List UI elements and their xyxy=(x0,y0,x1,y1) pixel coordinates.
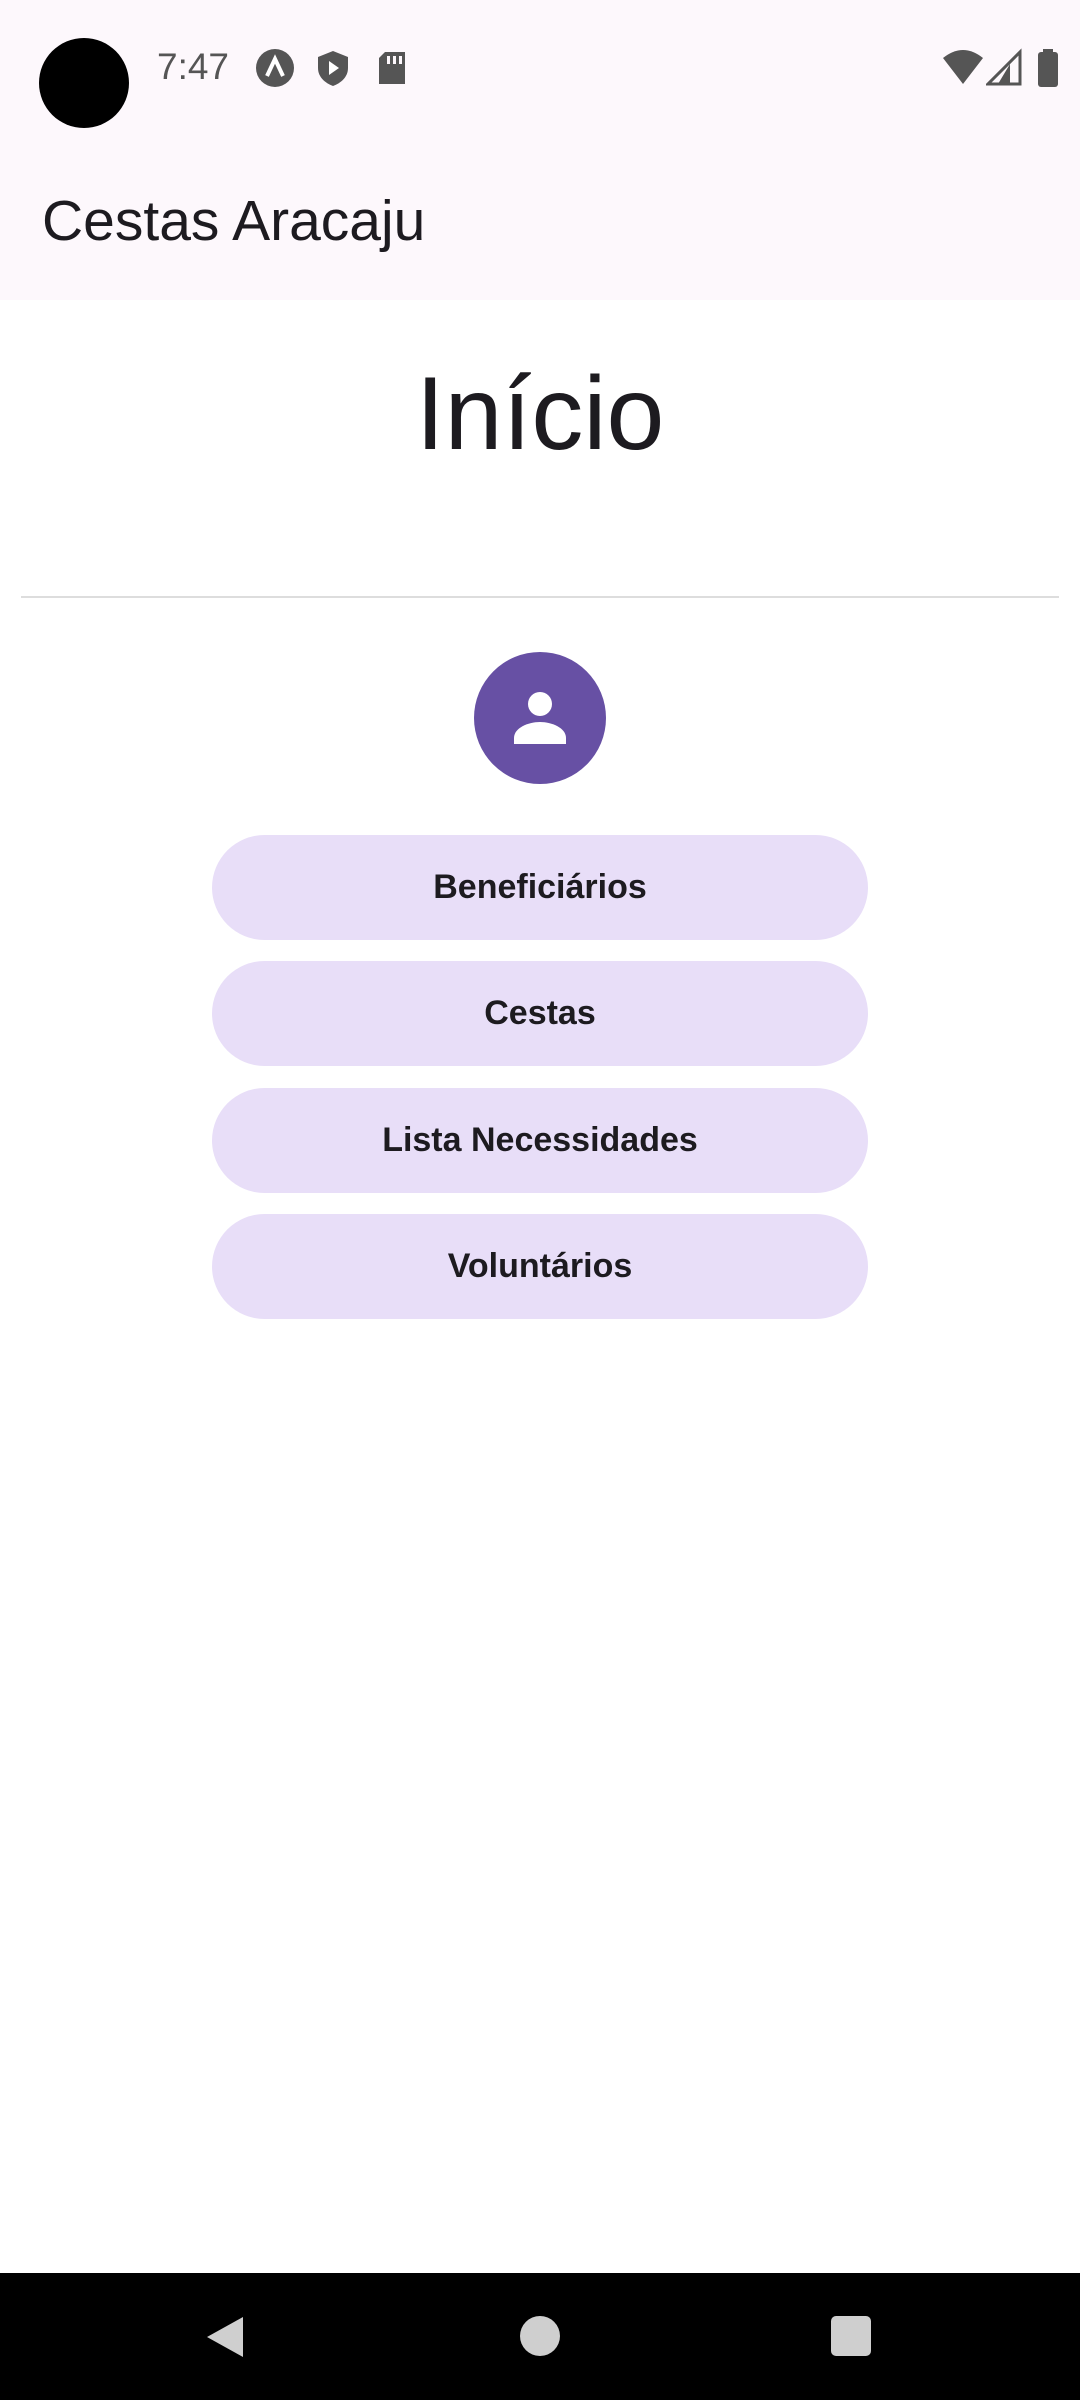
divider xyxy=(21,596,1059,598)
recents-icon[interactable] xyxy=(831,2316,871,2356)
navigation-bar xyxy=(0,2273,1080,2400)
cestas-button[interactable]: Cestas xyxy=(212,961,868,1066)
home-icon[interactable] xyxy=(520,2316,560,2356)
signal-icon xyxy=(986,48,1022,88)
app-title: Cestas Aracaju xyxy=(42,189,426,253)
back-icon[interactable] xyxy=(205,2315,245,2359)
app-bar xyxy=(0,140,1080,300)
shield-play-icon xyxy=(313,48,353,88)
wifi-icon xyxy=(942,48,984,88)
app-a-icon xyxy=(255,48,295,88)
person-icon xyxy=(510,688,570,748)
voluntarios-button[interactable]: Voluntários xyxy=(212,1214,868,1319)
battery-icon xyxy=(1036,48,1060,88)
beneficiarios-button[interactable]: Beneficiários xyxy=(212,835,868,940)
avatar xyxy=(474,652,606,784)
status-bar xyxy=(0,0,1080,140)
sd-card-icon xyxy=(372,48,412,88)
camera-cutout xyxy=(39,38,129,128)
status-time: 7:47 xyxy=(157,46,230,87)
page-title: Início xyxy=(415,356,665,472)
lista-necessidades-button[interactable]: Lista Necessidades xyxy=(212,1088,868,1193)
